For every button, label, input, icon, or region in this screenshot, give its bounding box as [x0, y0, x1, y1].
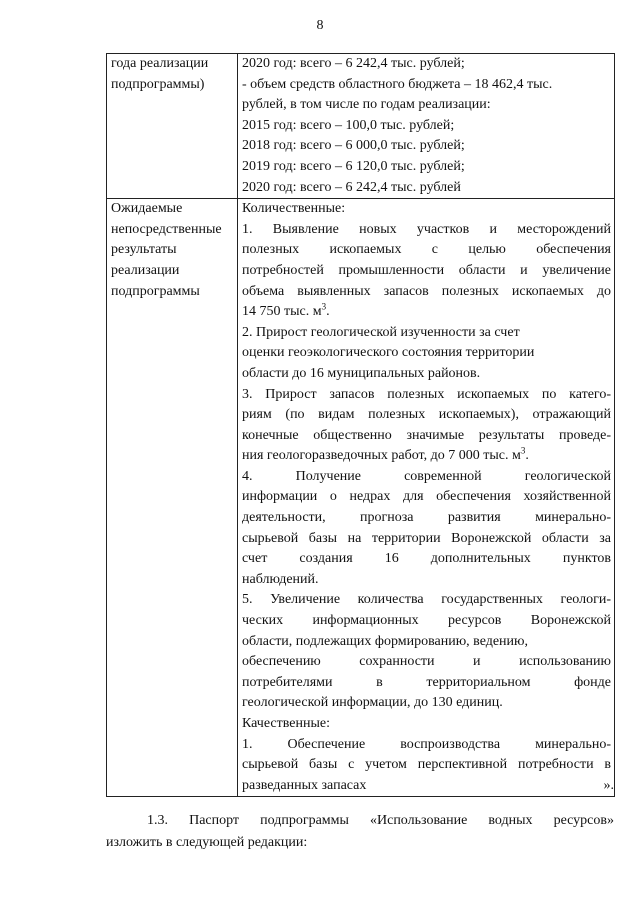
result-item-5-line: геологической информации, до 130 единиц. — [242, 695, 503, 711]
row-label-line: года реализации — [111, 56, 209, 71]
financing-line: 2019 год: всего – 6 120,0 тыс. рублей; — [242, 158, 465, 174]
financing-line: рублей, в том числе по годам реализации: — [242, 97, 491, 113]
row-label-line: реализации — [111, 262, 180, 278]
financing-line: 2018 год: всего – 6 000,0 тыс. рублей; — [242, 138, 465, 154]
result-item-3-line: риям (по видам полезных ископаемых), отражающий — [242, 407, 611, 423]
row-label-line: Ожидаемые — [111, 201, 183, 217]
body-paragraph — [106, 810, 614, 854]
result-item-5-line: обеспечению сохранности и использованию — [242, 654, 611, 670]
result-item-1-line: объема выявленных запасов полезных ископаемых до — [242, 283, 611, 299]
paragraph-first-line: 1.3. Паспорт подпрограммы «Использование водных ресурсов» — [147, 813, 614, 828]
qualitative-item-line: 1. Обеспечение воспроизводства минерально- — [242, 736, 611, 752]
result-item-1-last-line — [242, 302, 611, 323]
volume-value: 14 750 тыс. м — [242, 304, 322, 320]
financing-line: 2020 год: всего – 6 242,4 тыс. рублей; — [242, 56, 465, 71]
result-item-3-line: 3. Прирост запасов полезных ископаемых по катего- — [242, 386, 611, 402]
result-item-1-line: 1. Выявление новых участков и месторождений — [242, 221, 611, 237]
result-item-1-line: потребностей промышленности области и увеличение — [242, 262, 611, 278]
result-item-4-line: 4. Получение современной геологической — [242, 468, 611, 484]
paragraph-second-line: изложить в следующей редакции: — [106, 835, 308, 850]
financing-line: 2020 год: всего – 6 242,4 тыс. рублей — [242, 179, 461, 195]
financing-line: 2015 год: всего – 100,0 тыс. рублей; — [242, 117, 455, 133]
result-item-4-line: счет создания 16 дополнительных пунктов — [242, 551, 611, 567]
qualitative-item-line: разведанных запасах — [242, 777, 367, 793]
result-item-5-line: ческих информационных ресурсов Воронежской — [242, 613, 611, 629]
table-row-expected-results — [107, 199, 615, 797]
row-label-line: подпрограммы) — [111, 76, 205, 92]
quantitative-heading: Количественные: — [242, 201, 346, 217]
result-item-4-line: наблюдений. — [242, 571, 319, 587]
result-item-2-line: области до 16 муниципальных районов. — [242, 365, 481, 381]
closing-quote-mark: ». — [603, 778, 614, 793]
result-item-1-line: полезных ископаемых с целью обеспечения — [242, 242, 611, 258]
page-number: 8 — [316, 18, 324, 33]
row-label-cell — [107, 54, 238, 199]
period: . — [326, 304, 330, 320]
result-item-4-line: информации о недрах для обеспечения хозяйственной — [242, 489, 611, 505]
passport-table — [106, 53, 615, 797]
result-item-4-line: сырьевой базы на территории Воронежской области за — [242, 530, 611, 546]
result-item-2-line: оценки геоэкологического состояния территории — [242, 345, 535, 361]
row-value-cell — [238, 199, 615, 797]
row-label-cell — [107, 199, 238, 797]
result-item-5-line: области, подлежащих формированию, ведению, — [242, 633, 529, 649]
qualitative-heading: Качественные: — [242, 716, 330, 731]
result-item-5-line: 5. Увеличение количества государственных геологи- — [242, 592, 611, 608]
row-label-line: подпрограммы — [111, 283, 200, 299]
table-row-financing — [107, 54, 615, 199]
result-item-3-last-line — [242, 446, 611, 467]
result-item-2-line: 2. Прирост геологической изученности за счет — [242, 324, 520, 340]
volume-value: ния геологоразведочных работ, до 7 000 тыс. м — [242, 448, 521, 464]
qualitative-item-line: сырьевой базы с учетом перспективной потребности в — [242, 757, 611, 773]
row-label-line: непосредственные — [111, 221, 222, 237]
financing-line: - объем средств областного бюджета – 18 462,4 тыс. — [242, 76, 553, 92]
period: . — [525, 448, 529, 464]
superscript: 3 — [520, 445, 526, 456]
superscript: 3 — [321, 301, 327, 312]
result-item-3-line: конечные общественно значимые результаты проведе- — [242, 427, 611, 443]
row-label-line: результаты — [111, 242, 177, 258]
result-item-5-line: потребителями в территориальном фонде — [242, 674, 611, 690]
result-item-4-line: деятельности, прогноза развития минерально- — [242, 510, 611, 526]
row-value-cell — [238, 54, 615, 199]
